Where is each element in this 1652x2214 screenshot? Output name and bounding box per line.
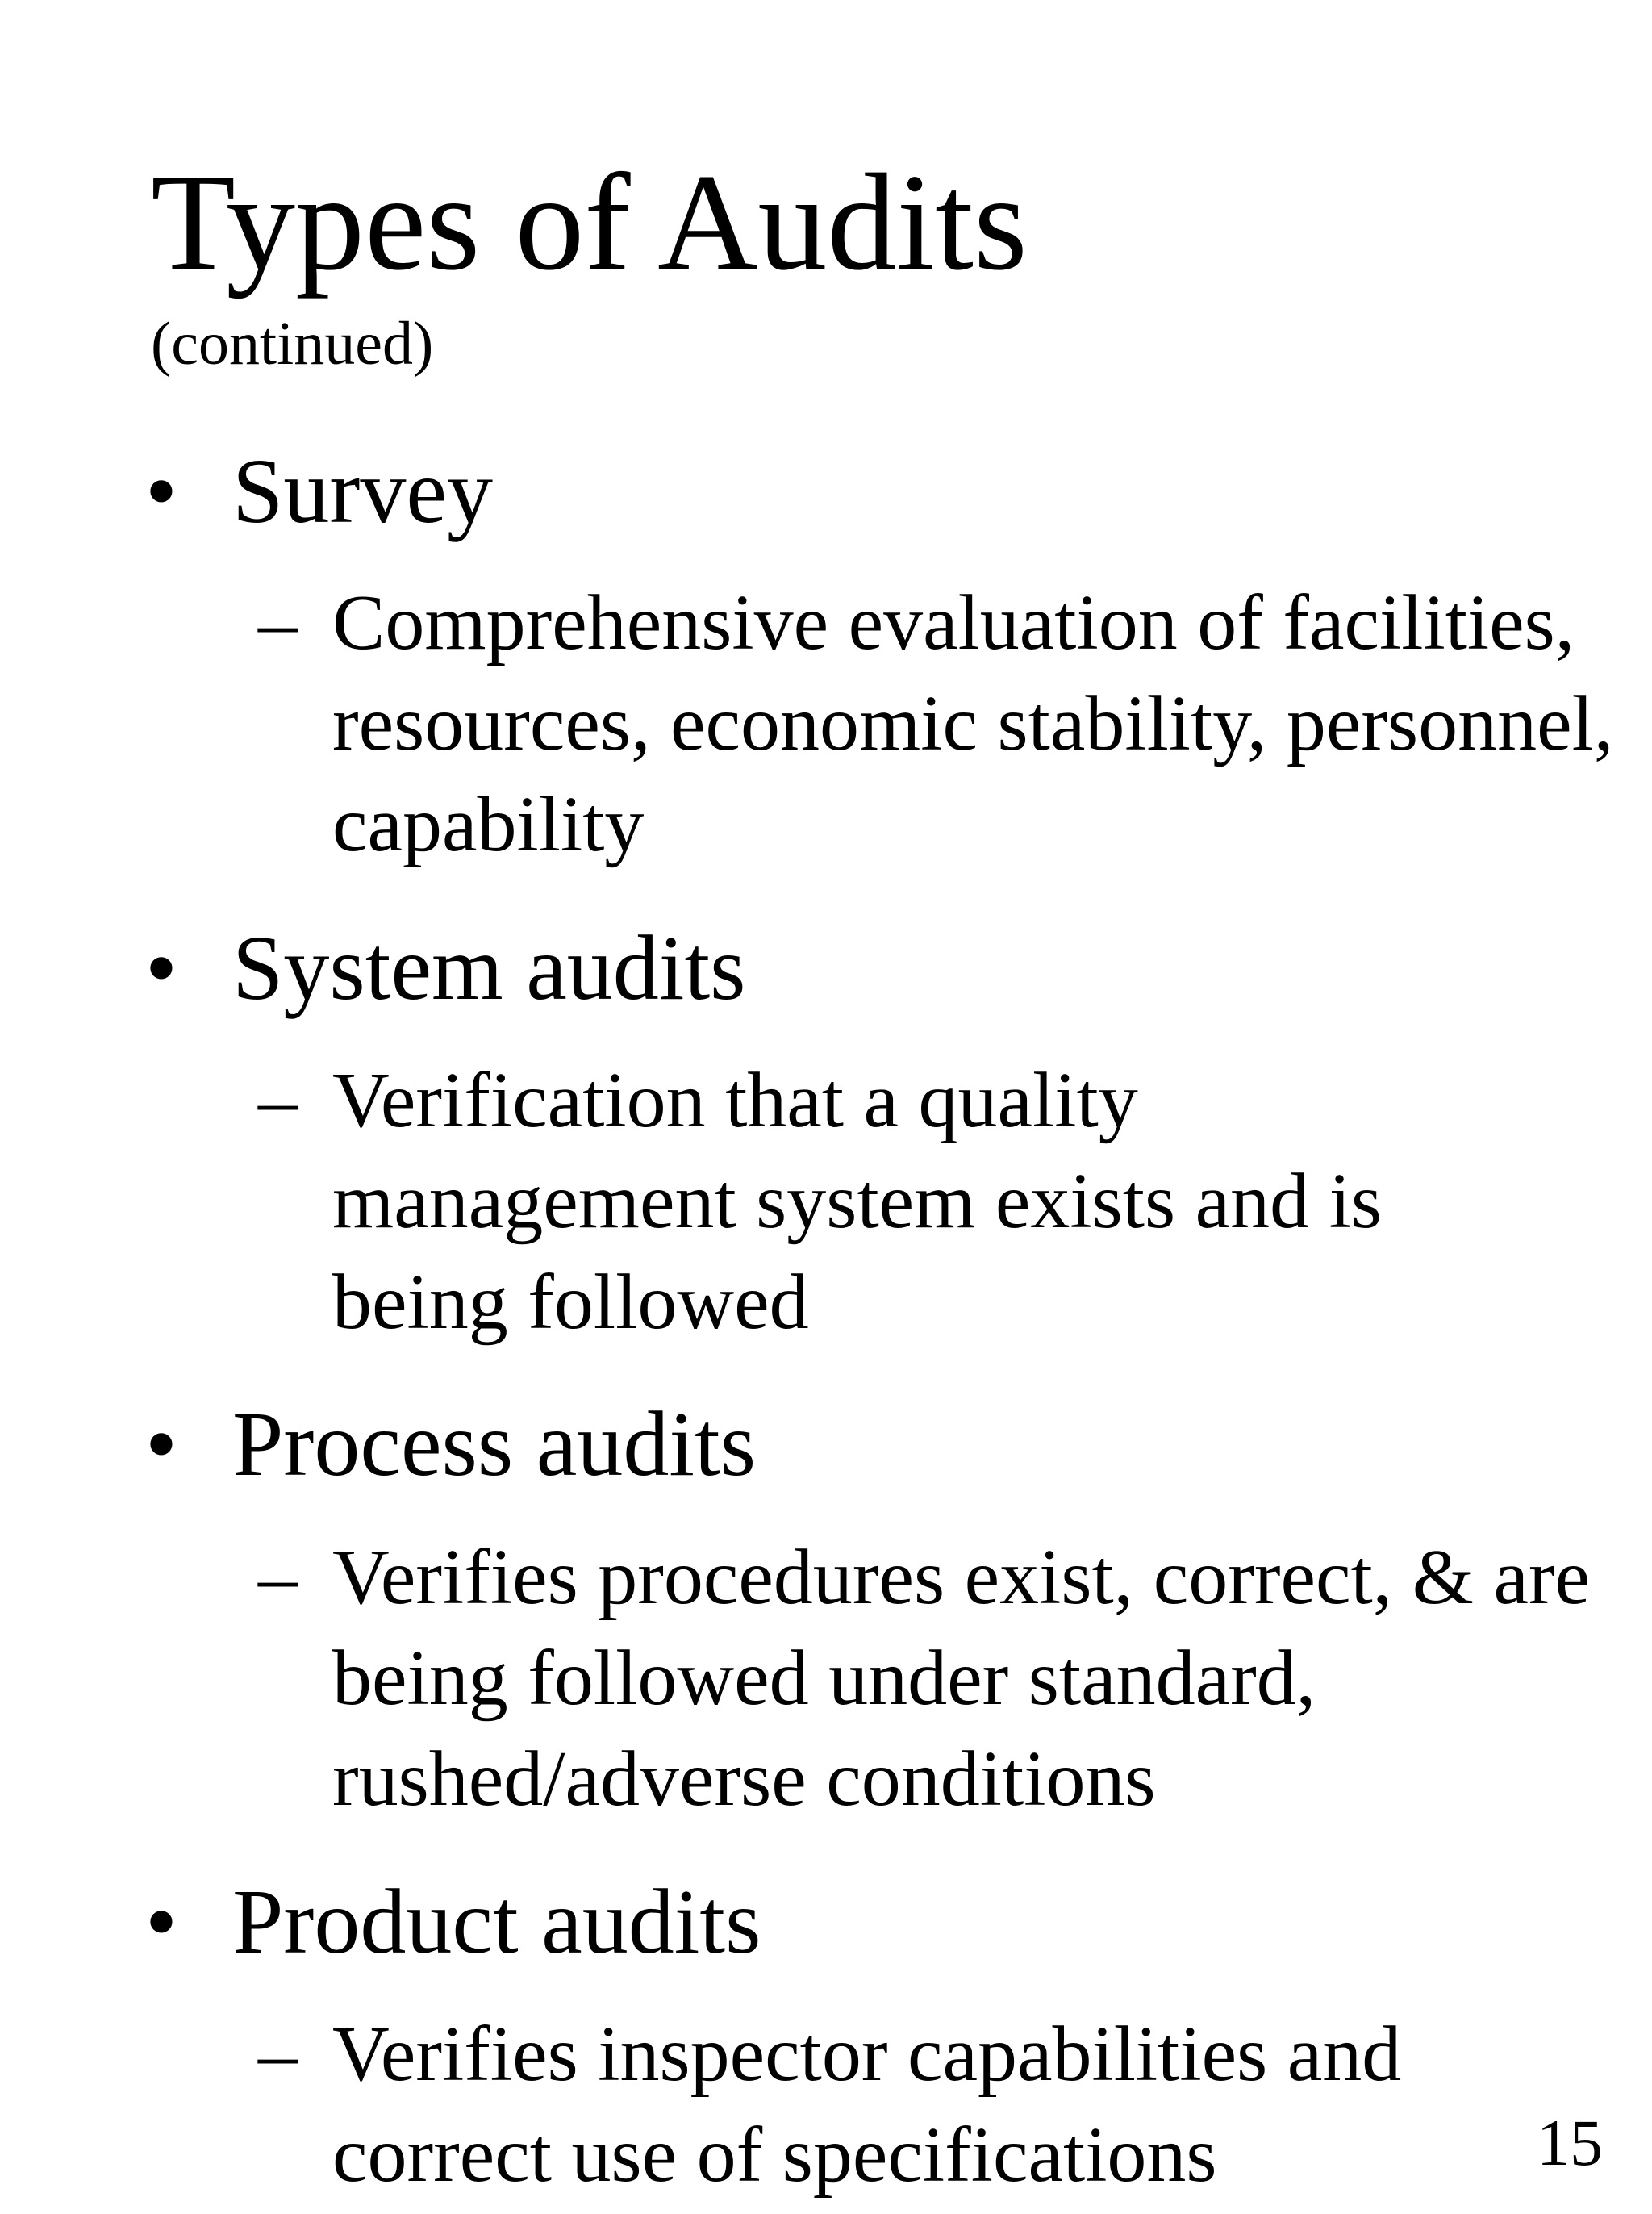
dash-icon: –: [258, 2011, 298, 2098]
bullet-item-system-audits: [145, 917, 746, 1019]
sub-item-text: Verifies inspector capabilities and correct use of specifications: [332, 2011, 1402, 2199]
dash-icon: –: [258, 1057, 298, 1144]
bullet-heading: Product audits: [232, 1870, 761, 1973]
slide-subtitle: (continued): [151, 310, 434, 378]
bullet-icon: •: [145, 917, 177, 1019]
bullet-item-product-audits: [145, 1870, 761, 1973]
sub-item-text: Verifies procedures exist, correct, & are being followed under standard, rushed/adverse conditions: [332, 1534, 1591, 1823]
bullet-heading: Process audits: [232, 1393, 757, 1495]
bullet-item-process-audits: [145, 1393, 757, 1495]
bullet-item-survey: [145, 440, 493, 542]
dash-icon: –: [258, 579, 298, 666]
bullet-icon: •: [145, 1393, 177, 1495]
page-number: 15: [1537, 2106, 1603, 2179]
bullet-icon: •: [145, 440, 177, 542]
bullet-heading: Survey: [232, 440, 493, 542]
sub-item-text: Comprehensive evaluation of facilities, resources, economic stability, personnel, capability: [332, 579, 1614, 868]
slide-title: Types of Audits: [151, 146, 1028, 299]
bullet-icon: •: [145, 1870, 177, 1973]
dash-icon: –: [258, 1534, 298, 1621]
bullet-heading: System audits: [232, 917, 746, 1019]
sub-item-text: Verification that a quality management system exists and is being followed: [332, 1057, 1382, 1346]
